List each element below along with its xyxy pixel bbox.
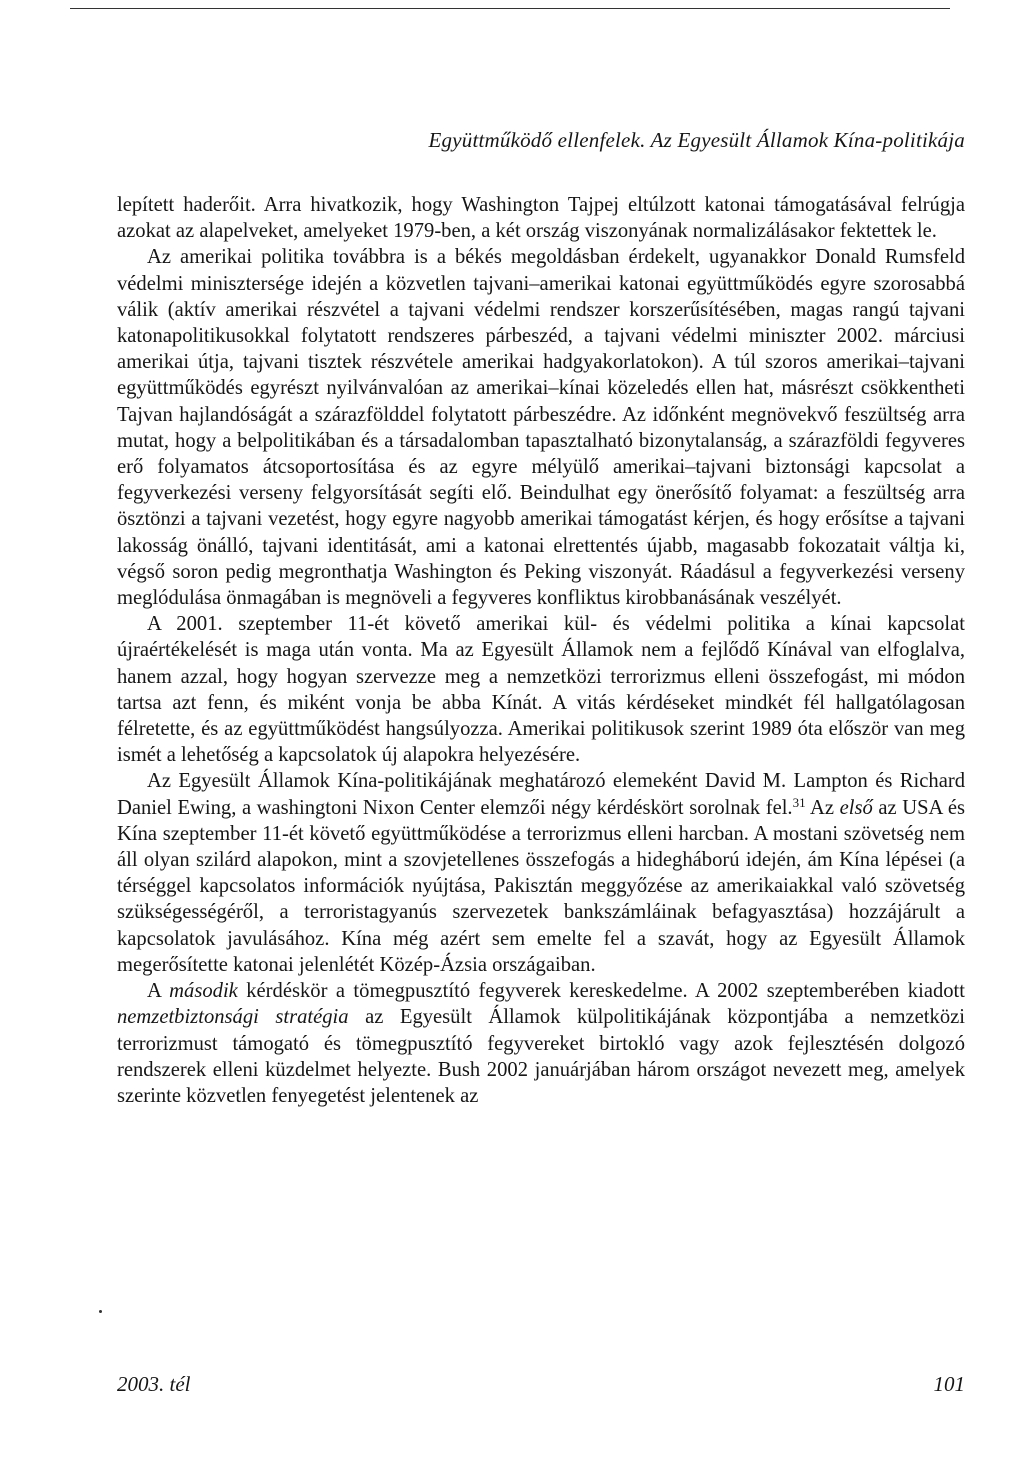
paragraph-5-text-c: az Egyesült Államok külpolitikájának központjába a nemzetközi terrorizmust támogató és tömegpusztító fegyvereket birtokló vagy azok fejlesztésén dolgozó rendszerek elleni küzdelmet helyezte. Bush 2002 januárjában három országot nevezett meg, amelyek szerinte közvetlen fenyegetést jelentenek az <box>117 1006 965 1107</box>
paragraph-5-text-b: kérdéskör a tömegpusztító fegyverek kereskedelme. A 2002 szeptemberében kiadott <box>237 980 965 1003</box>
paragraph-4-text-a: Az Egyesült Államok Kína-politikájának meghatározó elemeként David M. Lampton és Richard Daniel Ewing, a washingtoni Nixon Center elemzői négy kérdéskört sorolnak fel. <box>117 770 965 819</box>
paragraph-2: Az amerikai politika továbbra is a békés megoldásban érdekelt, ugyanakkor Donald Rumsfeld védelmi minisztersége idején a közvetlen tajvani–amerikai katonai együttműködés egyre szorosabbá válik (aktív amerikai részvétel a tajvani védelmi rendszer korszerűsítésében, magas rangú tajvani katonapolitikusokkal folytatott rendszeres párbeszéd, a tajvani védelmi miniszter 2002. márciusi amerikai útja, tajvani tisztek részvétele amerikai hadgyakorlatokon). A túl szoros amerikai–tajvani együttműködés egyrészt nyilvánvalóan az amerikai–kínai közeledés ellen hat, másrészt csökkentheti Tajvan hajlandóságát a szárazfölddel folytatott párbeszédre. Az időnként megnövekvő feszültség arra mutat, hogy a belpolitikában és a társadalomban tapasztalható bizonytalanság, a szárazföldi fegyveres erő folyamatos átcsoportosítása és az egyre mélyülő amerikai–tajvani biztonsági kapcsolat a fegyverkezési verseny felgyorsítását segíti elő. Beindulhat egy önerősítő folyamat: a feszültség arra ösztönzi a tajvani vezetést, hogy egyre nagyobb amerikai támogatást kérjen, és hogy erősítse a tajvani lakosság önálló, tajvani identitását, ami a katonai elrettentés újabb, magasabb fokozatait váltja ki, végső soron pedig megronthatja Washington és Peking viszonyát. Ráadásul a fegyverkezési verseny meglódulása önmagában is megnöveli a fegyveres konfliktus kirobbanásának veszélyét. <box>117 246 965 610</box>
paragraph-4-text-b: Az <box>805 796 840 819</box>
page-number: 101 <box>933 1372 965 1396</box>
emphasis-strategy: nemzetbiztonsági stratégia <box>117 1006 349 1029</box>
paragraph-4-text-c: az USA és Kína szeptember 11-ét követő együttműködése a terrorizmus elleni harcban. A mostani szövetség nem áll olyan szilárd alapokon, mint a szovjetellenes összefogás a hidegháború idején, ám Kína lépései (a térséggel kapcsolatos információk nyújtása, Pakisztán meggyőzése az amerikaiakkal való szövetség szükségességéről, a terroristagyanús szervezetek bankszámláinak befagyasztása) hozzájárult a kapcsolatok javulásához. Kína még azért sem emelte fel a szavát, hogy az Egyesült Államok megerősítette katonai jelenlétét Közép-Ázsia országaiban. <box>117 796 965 976</box>
paragraph-5-text-a: A <box>147 980 170 1003</box>
paragraph-1: lepített haderőit. Arra hivatkozik, hogy Washington Tajpej eltúlzott katonai támogatásával felrúgja azokat az alapelveket, amelyeket 1979-ben, a két ország viszonyának normalizálásakor fektettek le. <box>117 194 965 243</box>
top-rule <box>70 8 950 9</box>
emphasis-second: második <box>169 980 238 1003</box>
paragraph-5 <box>117 978 965 1109</box>
scan-speck <box>99 1310 102 1313</box>
paragraph-4 <box>117 768 965 978</box>
emphasis-first: első <box>839 796 873 819</box>
paragraph-3: A 2001. szeptember 11-ét követő amerikai kül- és védelmi politika a kínai kapcsolat újraértékelését is maga után vonta. Ma az Egyesült Államok nem a fejlődő Kínával van elfoglalva, hanem azzal, hogy hogyan szervezze meg a nemzetközi terrorizmus elleni összefogást, mi módon tartsa azt fenn, és miként vonja be abba Kínát. A vitás kérdéseket mindkét fél hallgatólagosan félretette, és az együttműködést hangsúlyozza. Amerikai politikusok szerint 1989 óta először van meg ismét a lehetőség a kapcsolatok új alapokra helyezésére. <box>117 613 965 767</box>
running-header: Együttműködő ellenfelek. Az Egyesült Államok Kína-politikája <box>428 128 965 152</box>
footnote-reference-31: 31 <box>792 794 806 810</box>
article-body <box>117 192 965 1109</box>
issue-label: 2003. tél <box>117 1372 191 1396</box>
